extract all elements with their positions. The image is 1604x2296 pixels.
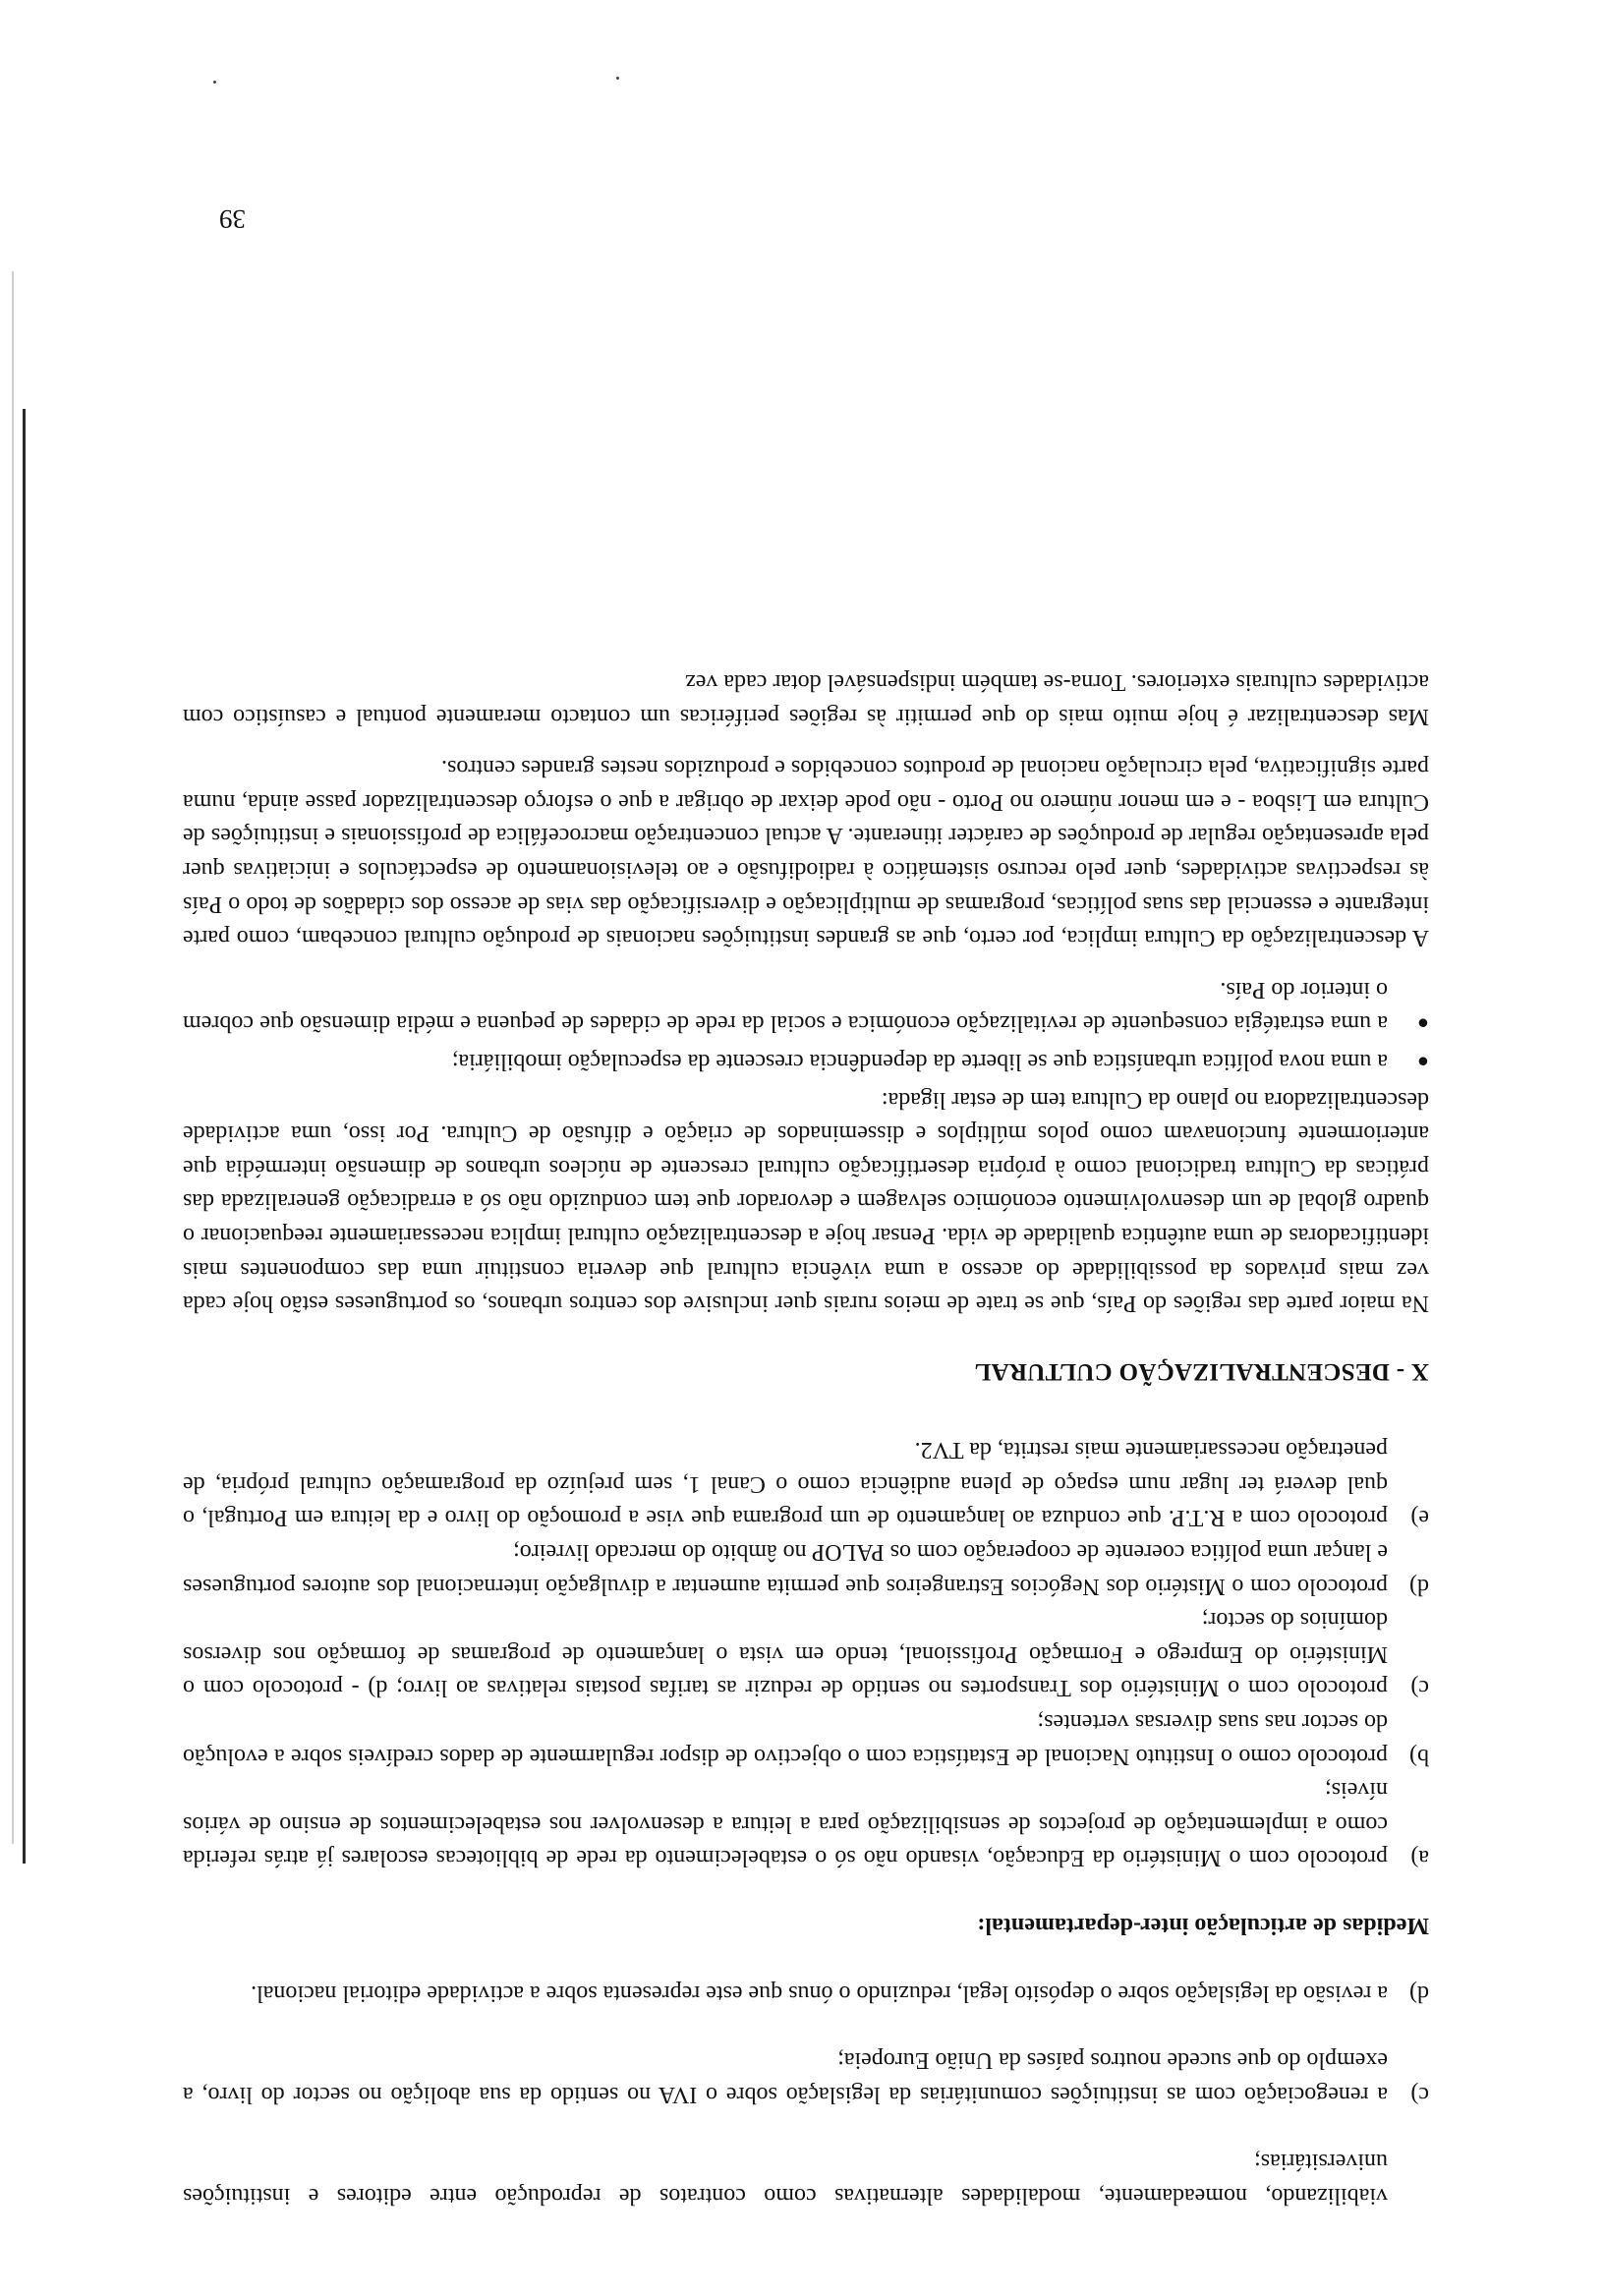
page-body <box>183 664 1429 2212</box>
list-item <box>183 1535 1429 1603</box>
bullet-icon: ● <box>1416 1012 1429 1035</box>
list-item <box>183 2043 1429 2111</box>
bullet-item <box>183 1044 1429 1078</box>
list-item <box>183 1976 1429 2010</box>
item-label: c) <box>1410 2081 1429 2107</box>
item-text: protocolo com o Ministério dos Transportes no sentido de reduzir as tarifas postais relativas ao livro; d) - protocolo com o Ministério do Emprego e Formação Profissional, tendo em vista o lançamento de programas de formação nos diversos domínios do sector; <box>183 1607 1388 1701</box>
binding-shadow <box>23 409 26 1864</box>
item-text: a revisão da legislação sobre o depósito legal, reduzindo o ónus que este representa sobre a actividade editorial nacional. <box>251 1980 1388 2006</box>
item-text: protocolo com o Ministério da Educação, visando não só o estabelecimento da rede de bibliotecas escolares já atrás referida como a implementação de projectos de sensibilização para a leitura a desenvolver nos estabelecimentos de ensino de vários níveis; <box>183 1777 1388 1871</box>
item-label: b) <box>1409 1743 1429 1769</box>
paragraph: Na maior parte das regiões do País, que se trate de meios rurais quer inclusive dos centros urbanos, os portugueses estão hoje cada vez mais privados da possibilidade do acesso a uma vivência cultural que deveria constituir uma das componentes mais identificadoras de uma autêntica qualidade de vida. Pensar hoje a descentralização cultural implica necessariamente reequacionar o quadro global de um desenvolvimento económico selvagem e devorador que tem conduzido não só a erradicação generalizada das práticas da Cultura tradicional como à própria desertificação cultural crescente de núcleos urbanos de dimensão intermédia que anteriormente funcionavam como polos múltiplos e disseminados de criação e difusão de Cultura. Por isso, uma actividade descentralizadora no plano da Cultura tem de estar ligada: <box>183 1086 1429 1317</box>
bullet-text: a uma nova política urbanística que se liberte da dependência crescente da especulação imobiliária; <box>451 1048 1388 1074</box>
list-item <box>183 1704 1429 1772</box>
bullet-text: a uma estratégia consequente de revitalização económica e social da rede de cidades de pequena e média dimensão que cobrem o interior do País. <box>183 976 1388 1037</box>
continuation-paragraph: viabilizando, nomeadamente, modalidades alternativas como contratos de reprodução entre editores e instituições universitárias; <box>183 2149 1388 2209</box>
list-item <box>183 1773 1429 1875</box>
list-item <box>183 1433 1429 1535</box>
item-label: a) <box>1410 1845 1429 1871</box>
item-label: e) <box>1410 1505 1429 1531</box>
subheading: Medidas de articulação inter-departamental: <box>977 1913 1429 1939</box>
paragraph: A descentralização da Cultura implica, por certo, que as grandes instituições nacionais de produção cultural concebam, como parte integrante e essencial das suas políticas, programas de multiplicação e diversificação das vias de acesso dos cidadãos de todo o País às respectivas actividades, quer pelo recurso sistemático à radiodifusão e ao televisionamento de espectáculos e iniciativas quer pela apresentação regular de produções de carácter itinerante. A actual concentração macrocefálica de profissionais e instituições de Cultura em Lisboa - e em menor número no Porto - não pode deixar de obrigar a que o esforço descentralizador passe ainda, numa parte significativa, pela circulação nacional de produtos concebidos e produzidos nestes grandes centros. <box>183 755 1429 951</box>
item-label: c) <box>1410 1675 1429 1701</box>
scan-speck <box>616 77 619 80</box>
scan-speck <box>213 81 216 84</box>
binding-edge <box>12 271 14 1844</box>
section-title: X - DESCENTRALIZAÇÃO CULTURAL <box>974 1357 1429 1385</box>
item-label: d) <box>1409 1573 1429 1599</box>
item-text: protocolo com o Mistério dos Negócios Estrangeiros que permita aumentar a divulgação internacional dos autores portugueses e lançar uma política coerente de cooperação com os PALOP no âmbito do mercado livreiro; <box>183 1539 1388 1599</box>
item-text: a renegociação com as instituições comunitárias da legislação sobre o IVA no sentido da sua abolição no sector do livro, a exemplo do que sucede noutros países da União Europeia; <box>183 2047 1388 2107</box>
bullet-icon: ● <box>1416 1050 1429 1072</box>
paragraph: Mas descentralizar é hoje muito mais do que permitir às regiões periféricas um contacto meramente pontual e casuístico com actividades culturais exteriores. Torna-se também indispensável dotar cada vez <box>183 669 1429 729</box>
item-text: protocolo como o Instituto Nacional de Estatística com o objectivo de dispor regularmente de dados credíveis sobre a evolução do sector nas suas diversas vertentes; <box>183 1709 1388 1769</box>
item-text: protocolo com a R.T.P. que conduza ao lançamento de um programa que vise a promoção do livro e da leitura em Portugal, o qual deverá ter lugar num espaço de plena audiência como o Canal 1, sem prejuízo da programação cultural própria, de penetração necessariamente mais restrita, da TV2. <box>183 1437 1388 1531</box>
list-item <box>183 1603 1429 1705</box>
page-number: 39 <box>219 204 246 234</box>
item-label: d) <box>1409 1980 1429 2006</box>
bullet-item <box>183 972 1429 1040</box>
